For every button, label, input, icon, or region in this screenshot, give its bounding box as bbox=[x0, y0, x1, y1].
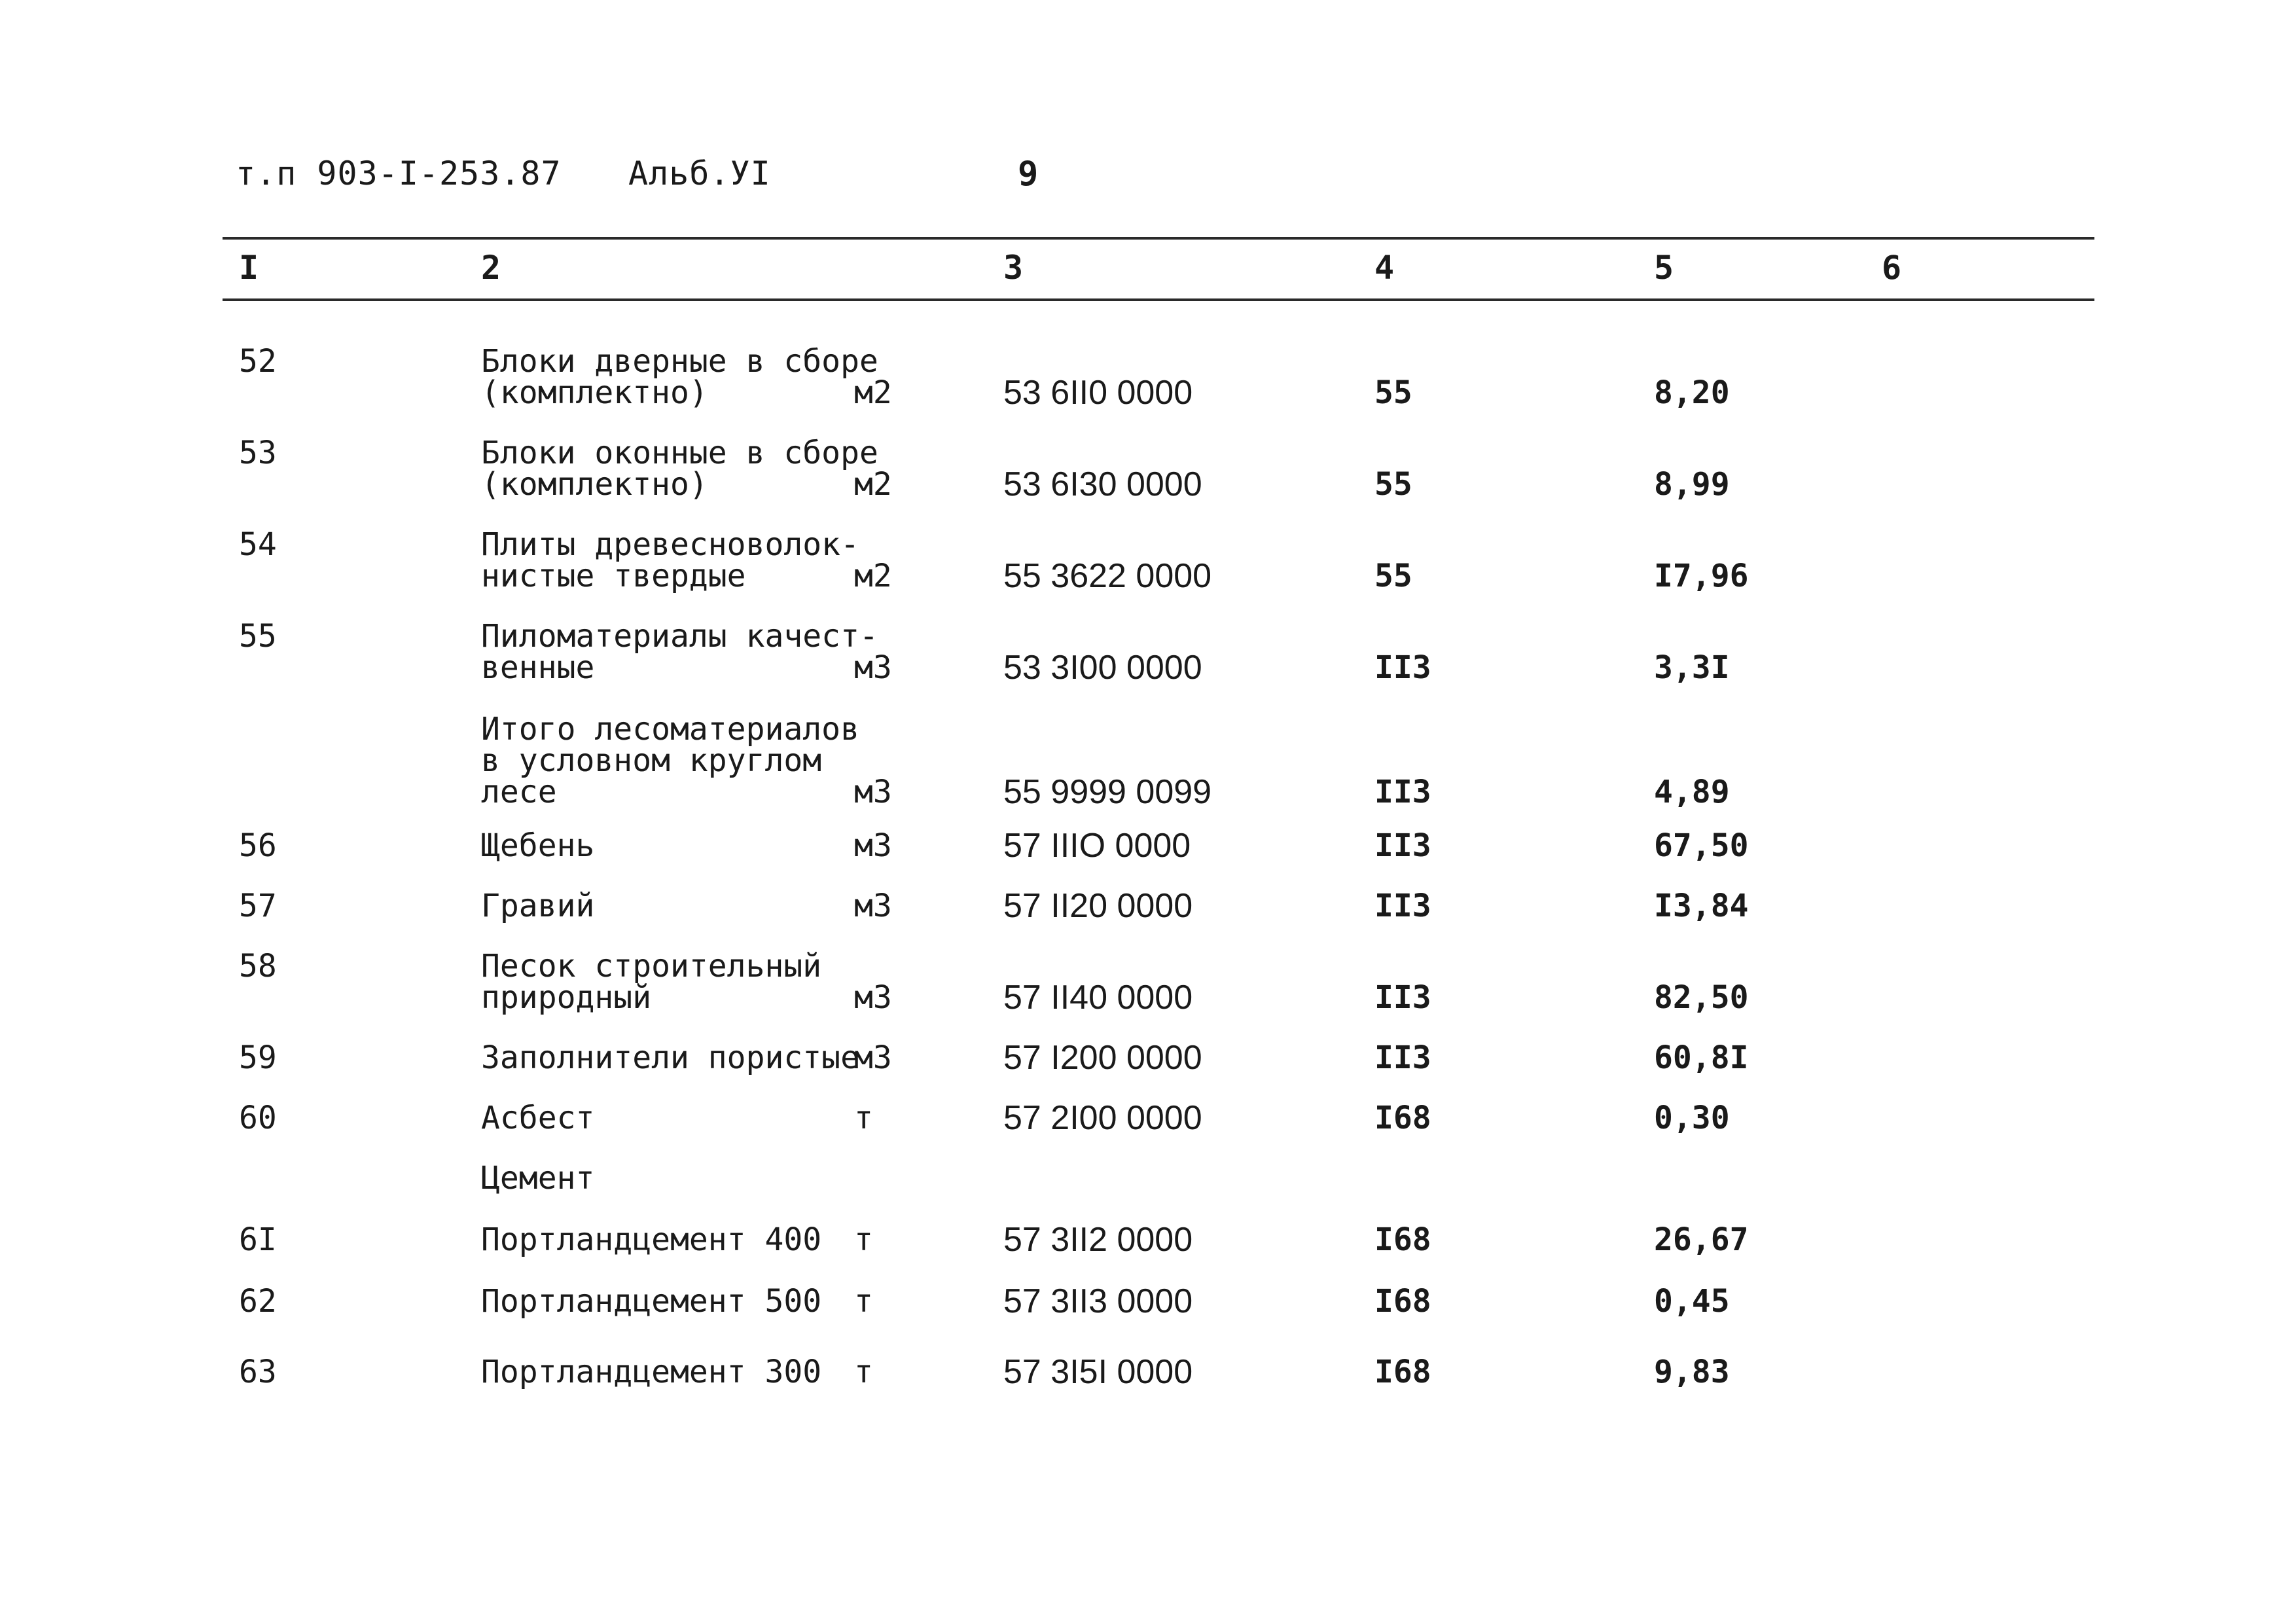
row-unit: т bbox=[854, 1354, 873, 1390]
row-code: 53 6II0 0000 bbox=[1003, 374, 1193, 412]
row-code: 53 3I00 0000 bbox=[1003, 649, 1202, 687]
row-group: 55 bbox=[1374, 558, 1412, 594]
row-group: I68 bbox=[1374, 1354, 1431, 1390]
row-value: 3,3I bbox=[1654, 649, 1730, 686]
row-unit: м2 bbox=[854, 374, 892, 411]
row-group: II3 bbox=[1374, 1039, 1431, 1076]
column-header-2: 2 bbox=[481, 249, 501, 287]
row-value: I7,96 bbox=[1654, 558, 1749, 594]
row-group: 55 bbox=[1374, 374, 1412, 411]
row-unit: м3 bbox=[854, 1039, 892, 1076]
row-unit: м2 bbox=[854, 466, 892, 503]
row-number: 58 bbox=[239, 948, 277, 984]
row-name: Плиты древесноволок- нистые твердые bbox=[481, 526, 859, 594]
row-name: Портландцемент 400 bbox=[481, 1221, 822, 1258]
row-value: 82,50 bbox=[1654, 979, 1749, 1016]
column-header-6: 6 bbox=[1882, 249, 1902, 287]
row-value: 60,8I bbox=[1654, 1039, 1749, 1076]
row-value: 8,99 bbox=[1654, 466, 1730, 503]
row-unit: м3 bbox=[854, 774, 892, 810]
row-code: 57 IIIO 0000 bbox=[1003, 827, 1191, 865]
row-number: 60 bbox=[239, 1100, 277, 1136]
row-value: 9,83 bbox=[1654, 1354, 1730, 1390]
row-code: 55 9999 0099 bbox=[1003, 773, 1212, 811]
row-group: II3 bbox=[1374, 774, 1431, 810]
document-code: т.п 903-I-253.87 bbox=[236, 154, 562, 192]
table-header-rule bbox=[223, 298, 2094, 301]
row-number: 52 bbox=[239, 343, 277, 380]
row-unit: м3 bbox=[854, 979, 892, 1016]
row-code: 57 I200 0000 bbox=[1003, 1039, 1202, 1077]
row-name: Песок строительный природный bbox=[481, 948, 822, 1016]
row-number: 56 bbox=[239, 827, 277, 864]
row-group: 55 bbox=[1374, 466, 1412, 503]
row-name: Портландцемент 300 bbox=[481, 1354, 822, 1390]
row-name: Заполнители пористые bbox=[481, 1039, 859, 1076]
row-number: 54 bbox=[239, 526, 277, 563]
row-group: I68 bbox=[1374, 1100, 1431, 1136]
row-value: 4,89 bbox=[1654, 774, 1730, 810]
row-code: 57 3II3 0000 bbox=[1003, 1282, 1193, 1320]
row-group: II3 bbox=[1374, 979, 1431, 1016]
row-number: 53 bbox=[239, 435, 277, 471]
row-value: 8,20 bbox=[1654, 374, 1730, 411]
row-group: II3 bbox=[1374, 827, 1431, 864]
row-name: Итого лесоматериалов в условном круглом лесе bbox=[481, 711, 859, 810]
row-name: Пиломатериалы качест- венные bbox=[481, 618, 878, 686]
table-top-rule bbox=[223, 237, 2094, 240]
row-code: 53 6I30 0000 bbox=[1003, 465, 1202, 503]
page-number: 9 bbox=[1018, 154, 1039, 194]
row-name: Гравий bbox=[481, 888, 595, 924]
row-unit: м3 bbox=[854, 649, 892, 686]
row-unit: м3 bbox=[854, 888, 892, 924]
row-number: 62 bbox=[239, 1283, 277, 1320]
row-number: 59 bbox=[239, 1039, 277, 1076]
row-unit: т bbox=[854, 1221, 873, 1258]
row-name: Щебень bbox=[481, 827, 595, 864]
row-value: 0,45 bbox=[1654, 1283, 1730, 1320]
row-name: Блоки оконные в сборе (комплектно) bbox=[481, 435, 878, 503]
album-label: Альб.УI bbox=[628, 154, 771, 192]
row-group: II3 bbox=[1374, 649, 1431, 686]
row-value: 67,50 bbox=[1654, 827, 1749, 864]
row-number: 6I bbox=[239, 1221, 277, 1258]
row-code: 57 II40 0000 bbox=[1003, 979, 1193, 1017]
row-unit: м2 bbox=[854, 558, 892, 594]
row-number: 55 bbox=[239, 618, 277, 655]
row-name: Асбест bbox=[481, 1100, 595, 1136]
column-header-4: 4 bbox=[1374, 249, 1395, 287]
row-group: II3 bbox=[1374, 888, 1431, 924]
column-header-5: 5 bbox=[1654, 249, 1674, 287]
row-number: 63 bbox=[239, 1354, 277, 1390]
column-header-3: 3 bbox=[1003, 249, 1024, 287]
row-code: 57 2I00 0000 bbox=[1003, 1099, 1202, 1137]
row-name: Портландцемент 500 bbox=[481, 1283, 822, 1320]
row-code: 57 II20 0000 bbox=[1003, 887, 1193, 925]
row-unit: т bbox=[854, 1283, 873, 1320]
row-code: 55 3622 0000 bbox=[1003, 557, 1212, 595]
row-name: Цемент bbox=[481, 1160, 595, 1197]
column-header-1: I bbox=[239, 249, 259, 287]
row-value: 26,67 bbox=[1654, 1221, 1749, 1258]
row-unit: т bbox=[854, 1100, 873, 1136]
row-unit: м3 bbox=[854, 827, 892, 864]
row-name: Блоки дверные в сборе (комплектно) bbox=[481, 343, 878, 411]
row-group: I68 bbox=[1374, 1283, 1431, 1320]
row-group: I68 bbox=[1374, 1221, 1431, 1258]
row-number: 57 bbox=[239, 888, 277, 924]
row-code: 57 3II2 0000 bbox=[1003, 1221, 1193, 1259]
row-code: 57 3I5I 0000 bbox=[1003, 1353, 1193, 1391]
row-value: I3,84 bbox=[1654, 888, 1749, 924]
row-value: 0,30 bbox=[1654, 1100, 1730, 1136]
